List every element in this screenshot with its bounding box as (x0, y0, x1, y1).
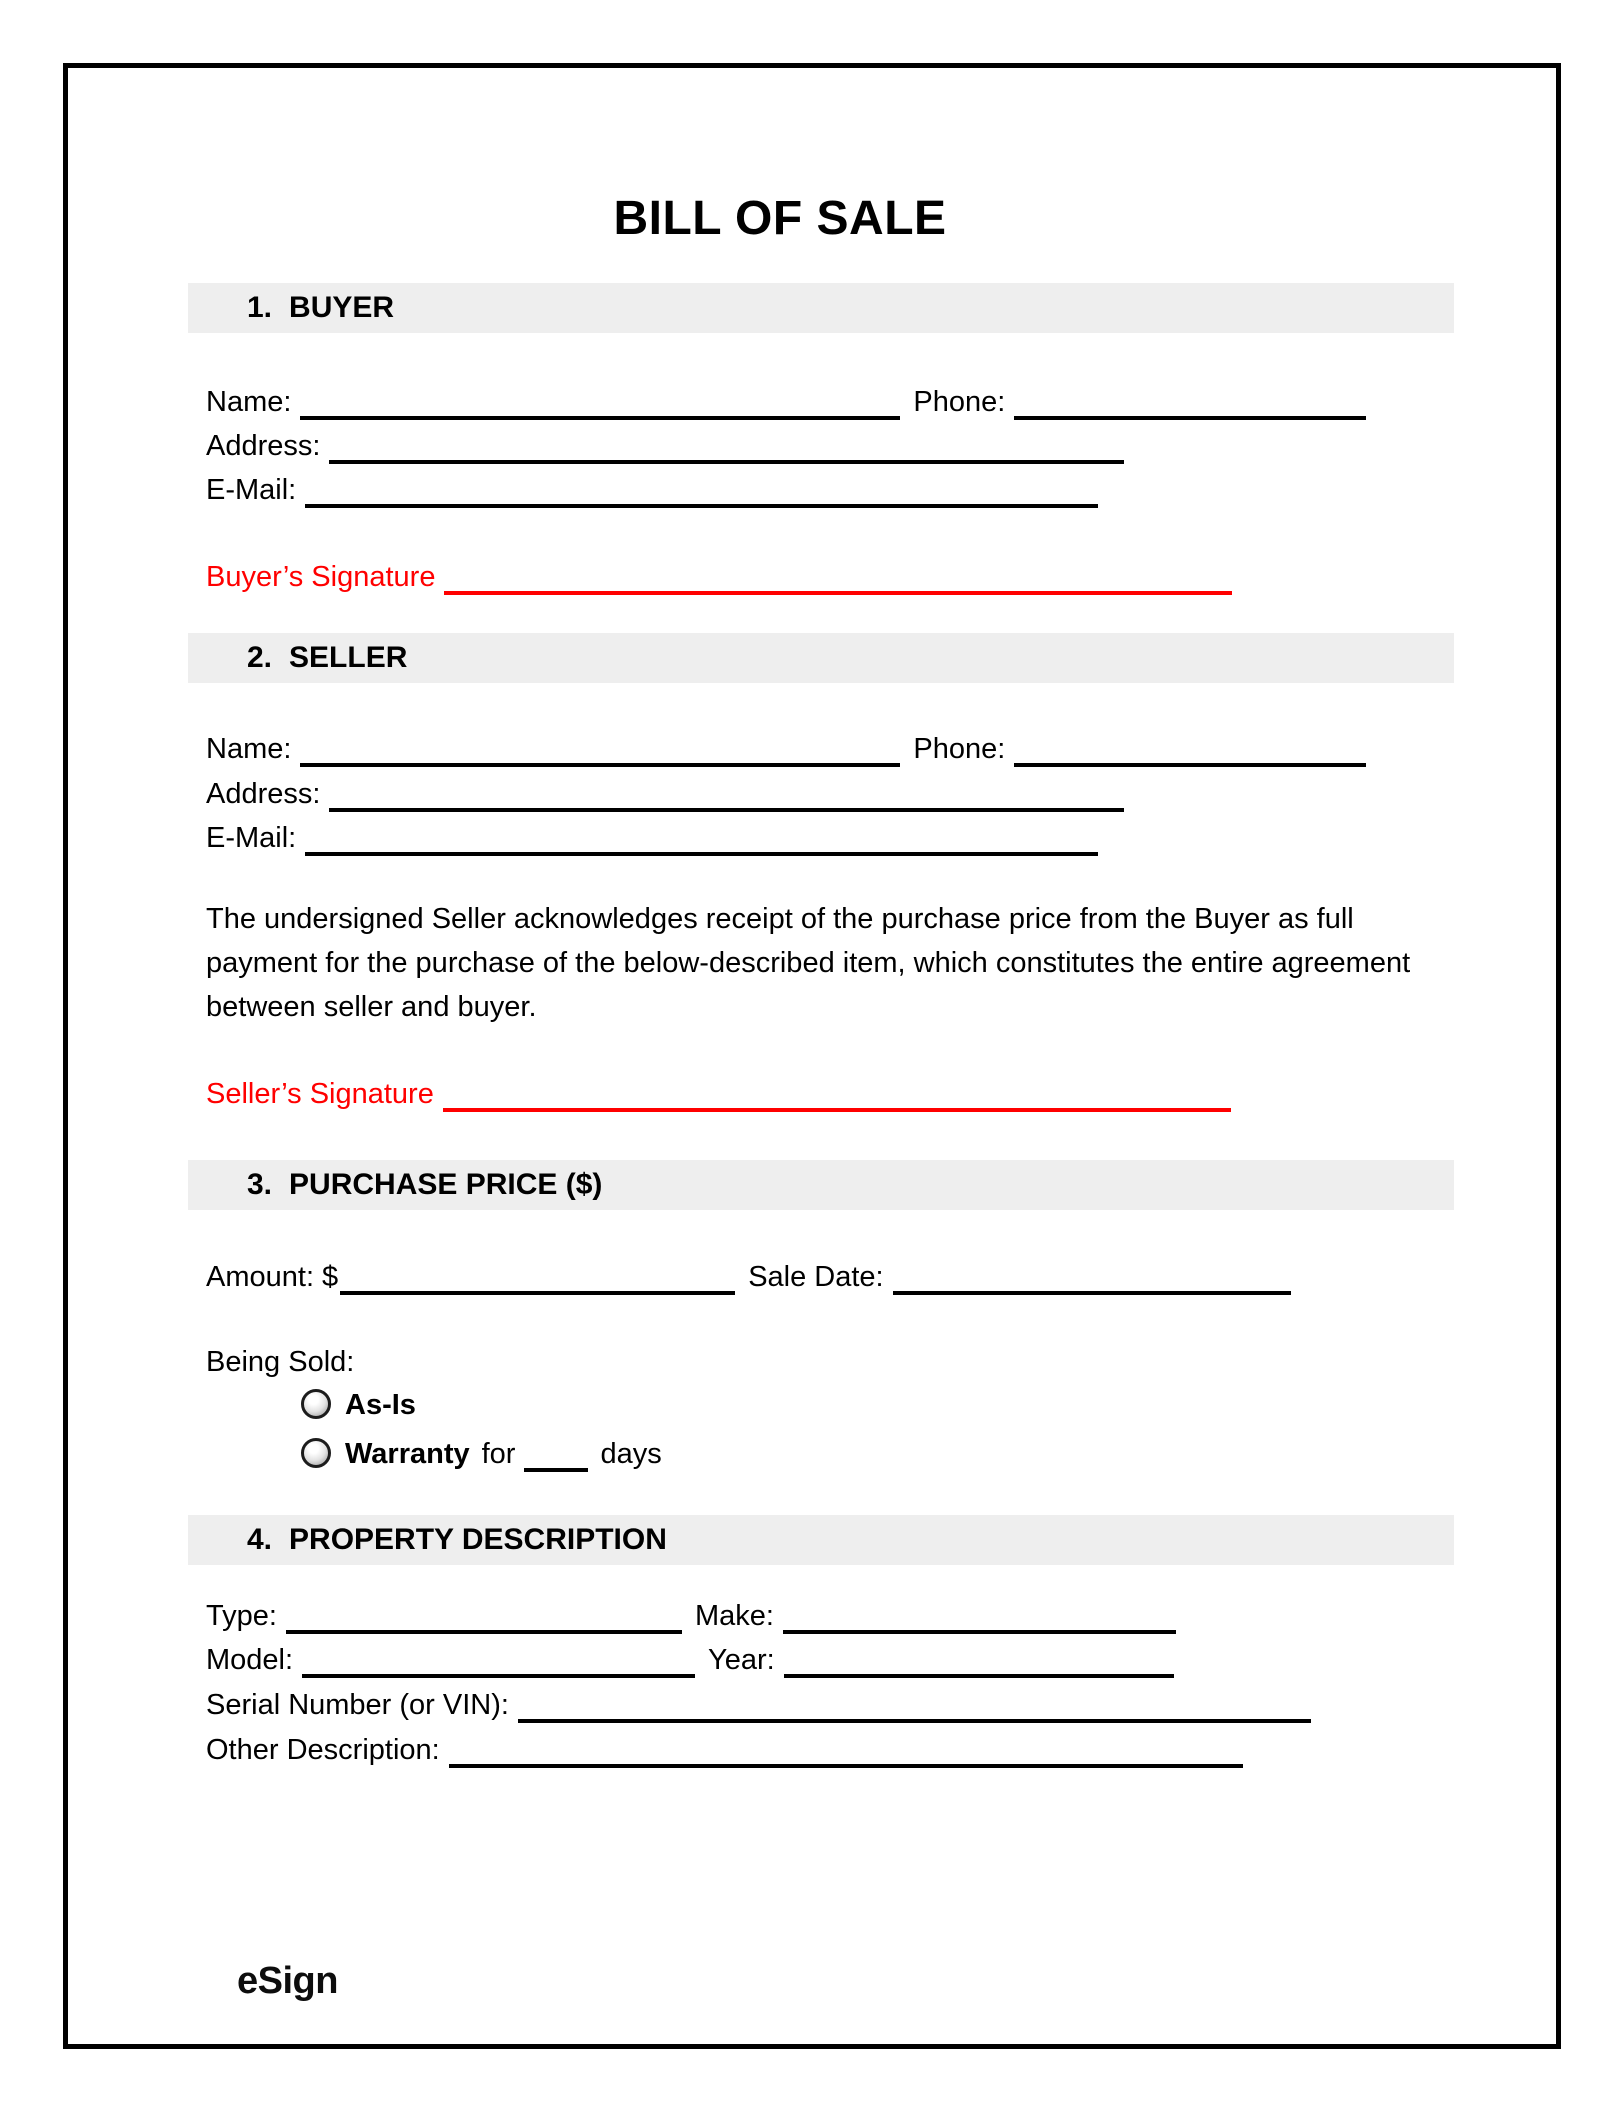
sale-date-label: Sale Date: (748, 1261, 884, 1293)
buyer-address-row (206, 428, 1124, 464)
warranty-option-label[interactable] (345, 1436, 662, 1472)
seller-phone-label: Phone: (913, 733, 1006, 765)
section-number: 2. (247, 641, 273, 674)
buyer-phone-line (1014, 386, 1366, 420)
section-title: BUYER (289, 291, 395, 324)
year-label: Year: (708, 1644, 775, 1676)
section-header-buyer (188, 283, 1454, 333)
make-label: Make: (694, 1600, 774, 1632)
serial-row (206, 1687, 1311, 1723)
buyer-address-line (329, 430, 1124, 464)
section-header-purchase-price (188, 1160, 1454, 1210)
seller-signature-label: Seller’s Signature (206, 1078, 434, 1110)
seller-signature-row (206, 1076, 1231, 1112)
being-sold-label: Being Sold: (206, 1346, 355, 1378)
warranty-radio[interactable] (301, 1438, 331, 1468)
buyer-email-label: E-Mail: (206, 474, 297, 506)
seller-address-row (206, 776, 1124, 812)
section-title: SELLER (289, 641, 408, 674)
amount-row (206, 1259, 1291, 1295)
buyer-email-line (305, 474, 1098, 508)
section-number: 1. (247, 291, 273, 324)
seller-signature-line[interactable] (443, 1078, 1231, 1112)
seller-name-line (300, 733, 900, 767)
model-label: Model: (206, 1644, 294, 1676)
buyer-email-row (206, 472, 1098, 508)
esign-logo: eSign (237, 1960, 338, 2002)
type-make-row (206, 1598, 1176, 1634)
amount-label: Amount: $ (206, 1261, 339, 1293)
buyer-name-label: Name: (206, 386, 292, 418)
buyer-name-row (206, 384, 1366, 420)
amount-line (340, 1261, 735, 1295)
seller-email-row (206, 820, 1098, 856)
seller-address-label: Address: (206, 778, 321, 810)
as-is-option-label[interactable]: As-Is (345, 1389, 416, 1421)
model-year-row (206, 1642, 1174, 1678)
section-title: PROPERTY DESCRIPTION (289, 1523, 667, 1556)
warranty-option-bold: Warranty (345, 1438, 470, 1470)
make-line (783, 1600, 1176, 1634)
buyer-name-line (300, 386, 900, 420)
seller-email-line (305, 822, 1098, 856)
section-title: PURCHASE PRICE ($) (289, 1168, 603, 1201)
as-is-radio[interactable] (301, 1389, 331, 1419)
section-header-property-description (188, 1515, 1454, 1565)
buyer-signature-row (206, 559, 1232, 595)
seller-name-row (206, 731, 1366, 767)
other-description-row (206, 1732, 1243, 1768)
buyer-phone-label: Phone: (913, 386, 1006, 418)
model-line (302, 1644, 695, 1678)
other-description-line (449, 1734, 1243, 1768)
warranty-days-line (524, 1438, 588, 1472)
seller-acknowledgement-paragraph: The undersigned Seller acknowledges receipt of the purchase price from the Buyer as full payment for the purchase of the below-described item, which constitutes the entire agreement between seller and buyer. (206, 903, 1411, 1023)
being-sold-row (206, 1344, 354, 1380)
section-header-seller (188, 633, 1454, 683)
type-label: Type: (206, 1600, 277, 1632)
buyer-signature-label: Buyer’s Signature (206, 561, 436, 593)
other-description-label: Other Description: (206, 1734, 440, 1766)
seller-name-label: Name: (206, 733, 292, 765)
serial-label: Serial Number (or VIN): (206, 1689, 509, 1721)
warranty-option-days: days (600, 1438, 662, 1470)
seller-address-line (329, 778, 1124, 812)
warranty-option-for: for (481, 1438, 516, 1470)
seller-phone-line (1014, 733, 1366, 767)
buyer-address-label: Address: (206, 430, 321, 462)
serial-line (518, 1689, 1311, 1723)
type-line (286, 1600, 682, 1634)
section-number: 3. (247, 1168, 273, 1201)
seller-email-label: E-Mail: (206, 822, 297, 854)
buyer-signature-line[interactable] (444, 561, 1232, 595)
page-title: BILL OF SALE (613, 192, 947, 245)
year-line (784, 1644, 1174, 1678)
sale-date-line (893, 1261, 1291, 1295)
section-number: 4. (247, 1523, 273, 1556)
